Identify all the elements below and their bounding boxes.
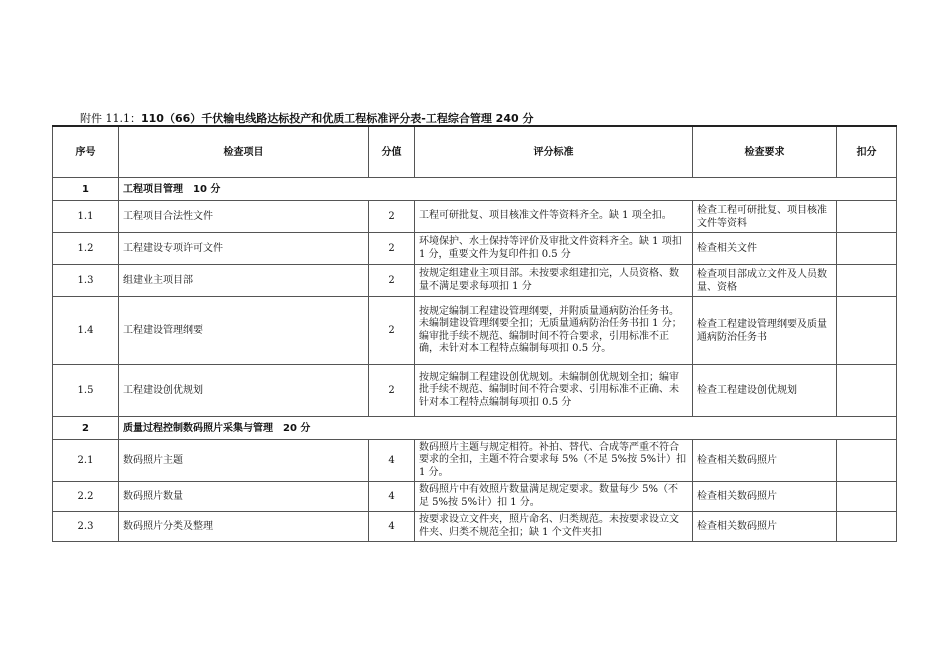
section-row — [53, 417, 897, 440]
row-deduction[interactable] — [837, 482, 897, 512]
row-deduction[interactable] — [837, 233, 897, 265]
row-no: 1.5 — [53, 365, 119, 417]
row-score: 2 — [369, 265, 415, 297]
header-score: 分值 — [369, 126, 415, 178]
row-score: 2 — [369, 233, 415, 265]
row-deduction[interactable] — [837, 201, 897, 233]
row-item: 数码照片分类及整理 — [119, 512, 369, 542]
row-requirement: 检查工程建设创优规划 — [693, 365, 837, 417]
section-no: 2 — [53, 417, 119, 440]
table-row — [53, 297, 897, 365]
section-no: 1 — [53, 178, 119, 201]
row-requirement: 检查工程建设管理纲要及质量通病防治任务书 — [693, 297, 837, 365]
row-score: 4 — [369, 482, 415, 512]
document-title — [80, 110, 533, 126]
header-requirement: 检查要求 — [693, 126, 837, 178]
table-row — [53, 440, 897, 482]
table-row — [53, 512, 897, 542]
row-deduction[interactable] — [837, 265, 897, 297]
row-item: 工程建设专项许可文件 — [119, 233, 369, 265]
row-requirement: 检查工程可研批复、项目核准文件等资料 — [693, 201, 837, 233]
row-item: 工程项目合法性文件 — [119, 201, 369, 233]
row-requirement: 检查相关数码照片 — [693, 482, 837, 512]
row-score: 2 — [369, 201, 415, 233]
row-no: 2.2 — [53, 482, 119, 512]
table-row — [53, 482, 897, 512]
row-criteria: 按要求设立文件夹，照片命名、归类规范。未按要求设立文件夹、归类不规范全扣；缺 1 个文件夹扣 — [415, 512, 693, 542]
table-row — [53, 265, 897, 297]
row-requirement: 检查相关数码照片 — [693, 440, 837, 482]
row-item: 数码照片数量 — [119, 482, 369, 512]
section-title: 工程项目管理 10 分 — [119, 178, 897, 201]
section-row — [53, 178, 897, 201]
section-title: 质量过程控制数码照片采集与管理 20 分 — [119, 417, 897, 440]
row-criteria: 数码照片中有效照片数量满足规定要求。数量每少 5%（不足 5%按 5%计）扣 1 分。 — [415, 482, 693, 512]
row-criteria: 环境保护、水土保持等评价及审批文件资料齐全。缺 1 项扣 1 分，重要文件为复印件扣 0.5 分 — [415, 233, 693, 265]
header-row — [53, 126, 897, 178]
row-criteria: 按规定编制工程建设创优规划。未编制创优规划全扣；编审批手续不规范、编制时间不符合要求、引用标准不正确、未针对本工程特点编制每项扣 0.5 分 — [415, 365, 693, 417]
row-no: 2.3 — [53, 512, 119, 542]
row-no: 1.1 — [53, 201, 119, 233]
row-criteria: 工程可研批复、项目核准文件等资料齐全。缺 1 项全扣。 — [415, 201, 693, 233]
row-item: 数码照片主题 — [119, 440, 369, 482]
header-no: 序号 — [53, 126, 119, 178]
row-no: 2.1 — [53, 440, 119, 482]
row-deduction[interactable] — [837, 440, 897, 482]
table-row — [53, 233, 897, 265]
row-item: 工程建设管理纲要 — [119, 297, 369, 365]
header-item: 检查项目 — [119, 126, 369, 178]
row-requirement: 检查项目部成立文件及人员数量、资格 — [693, 265, 837, 297]
row-item: 工程建设创优规划 — [119, 365, 369, 417]
scoring-table — [52, 125, 897, 542]
row-requirement: 检查相关数码照片 — [693, 512, 837, 542]
row-score: 2 — [369, 297, 415, 365]
row-criteria: 按规定组建业主项目部。未按要求组建扣完，人员资格、数量不满足要求每项扣 1 分 — [415, 265, 693, 297]
title-prefix: 附件 11.1： — [80, 112, 141, 125]
row-score: 2 — [369, 365, 415, 417]
header-deduction: 扣分 — [837, 126, 897, 178]
row-item: 组建业主项目部 — [119, 265, 369, 297]
row-requirement: 检查相关文件 — [693, 233, 837, 265]
row-deduction[interactable] — [837, 512, 897, 542]
row-deduction[interactable] — [837, 297, 897, 365]
row-no: 1.3 — [53, 265, 119, 297]
row-no: 1.4 — [53, 297, 119, 365]
row-deduction[interactable] — [837, 365, 897, 417]
title-main: 110（66）千伏输电线路达标投产和优质工程标准评分表-工程综合管理 240 分 — [141, 112, 534, 125]
row-criteria: 按规定编制工程建设管理纲要，并附质量通病防治任务书。未编制建设管理纲要全扣；无质量通病防治任务书扣 1 分；编审批手续不规范、编制时间不符合要求，引用标准不正确，未针对本工程特点编制每项扣 0.5 分。 — [415, 297, 693, 365]
row-criteria: 数码照片主题与规定相符。补拍、替代、合成等严重不符合要求的全扣，主题不符合要求每 5%（不足 5%按 5%计）扣 1 分。 — [415, 440, 693, 482]
table-row — [53, 201, 897, 233]
table-row — [53, 365, 897, 417]
row-score: 4 — [369, 440, 415, 482]
row-score: 4 — [369, 512, 415, 542]
header-criteria: 评分标准 — [415, 126, 693, 178]
row-no: 1.2 — [53, 233, 119, 265]
